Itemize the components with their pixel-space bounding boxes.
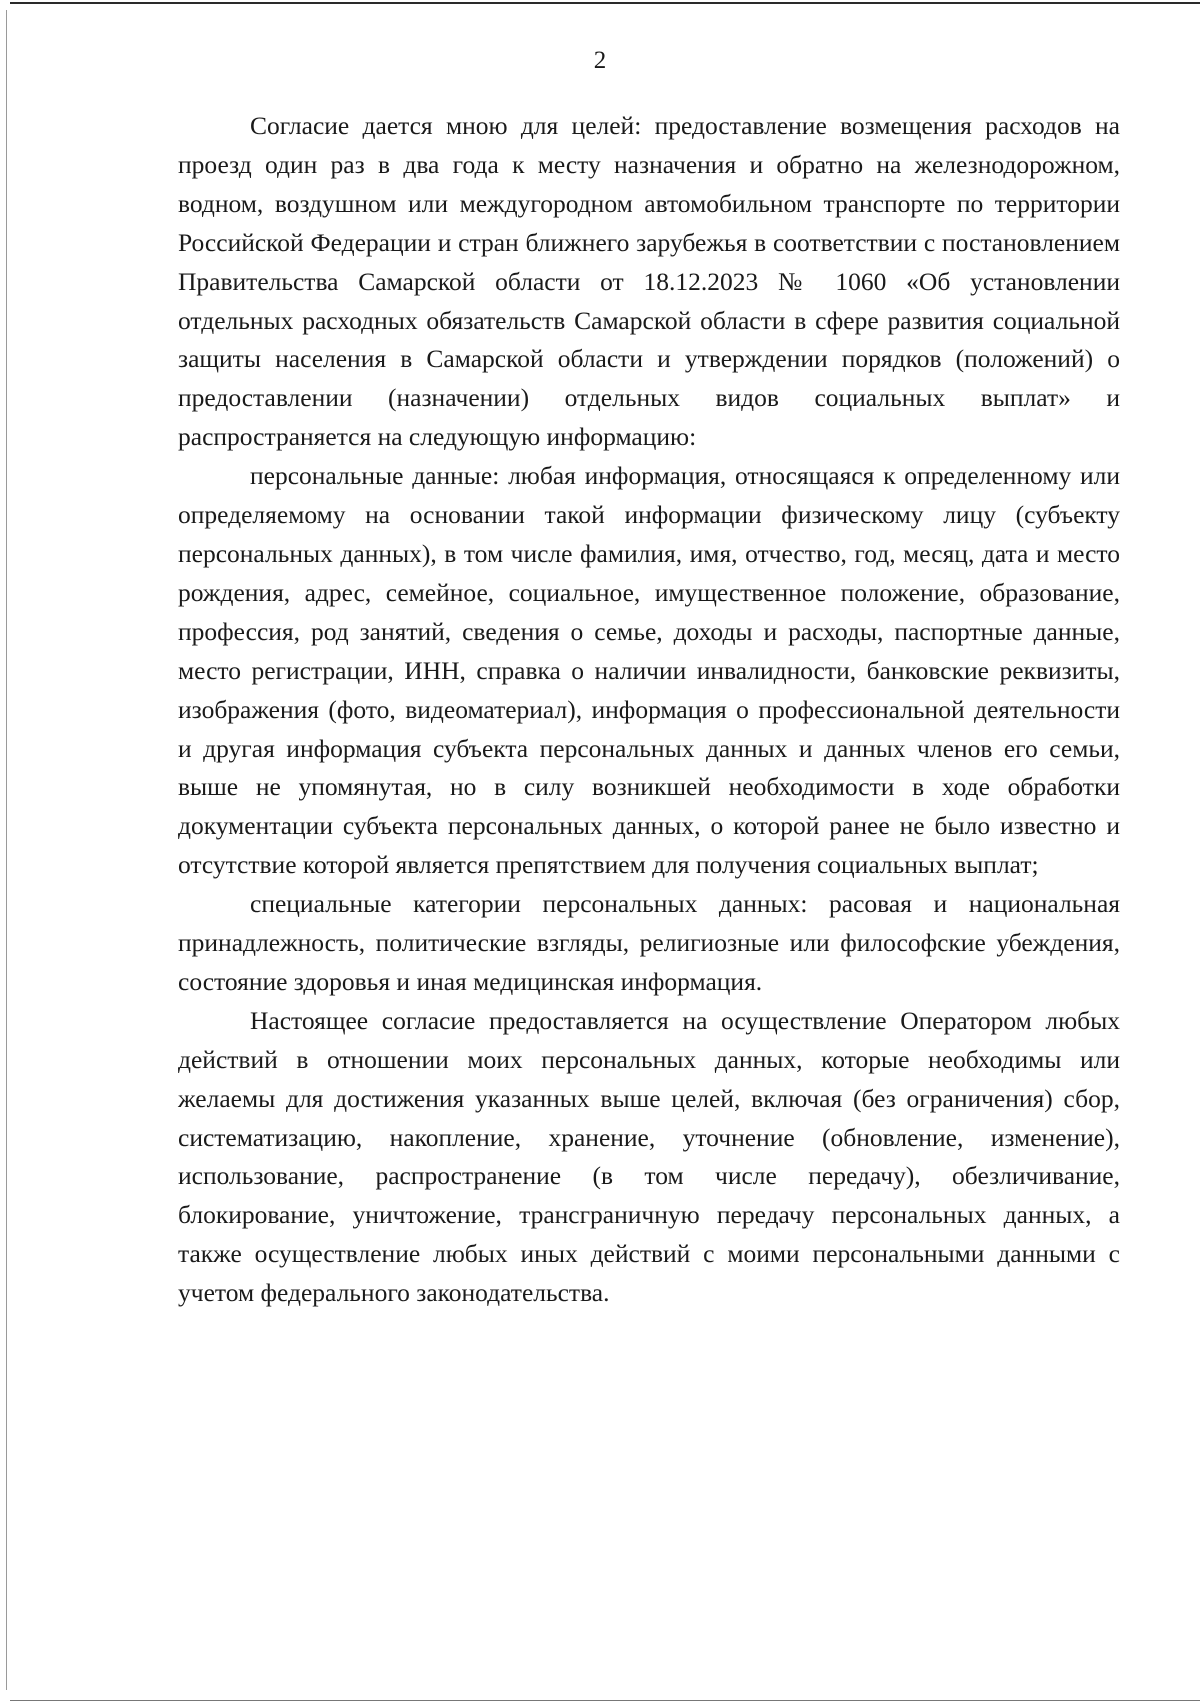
scan-edge-top <box>10 2 1200 4</box>
scan-edge-left <box>6 10 7 1690</box>
paragraph-consent-purpose: Согласие дается мною для целей: предоставление возмещения расходов на проезд один раз в два года к месту назначения и обратно на железнодорожном, водном, воздушном или междугородном автомобильном транспорте по территории Российской Федерации и стран ближнего зарубежья в соответствии с постановлением Правительства Самарской области от 18.12.2023 № 1060 «Об установлении отдельных расходных обязательств Самарской области в сфере развития социальной защиты населения в Самарской области и утверждении порядков (положений) о предоставлении (назначении) отдельных видов социальных выплат» и распространяется на следующую информацию: <box>178 111 1120 452</box>
paragraph-personal-data: персональные данные: любая информация, относящаяся к определенному или определяемому на основании такой информации физическому лицу (субъекту персональных данных), в том числе фамилия, имя, отчество, год, месяц, дата и место рождения, адрес, семейное, социальное, имущественное положение, образование, профессия, род занятий, сведения о семье, доходы и расходы, паспортные данные, место регистрации, ИНН, справка о наличии инвалидности, банковские реквизиты, изображения (фото, видеоматериал), информация о профессиональной деятельности и другая информация субъекта персональных данных и данных членов его семьи, выше не упомянутая, но в силу возникшей необходимости в ходе обработки документации субъекта персональных данных, о которой ранее не было известно и отсутствие которой является препятствием для получения социальных выплат; <box>178 461 1120 880</box>
paragraph-processing-actions: Настоящее согласие предоставляется на осуществление Оператором любых действий в отношении моих персональных данных, которые необходимы или желаемы для достижения указанных выше целей, включая (без ограничения) сбор, систематизацию, накопление, хранение, уточнение (обновление, изменение), использование, распространение (в том числе передачу), обезличивание, блокирование, уничтожение, трансграничную передачу персональных данных, а также осуществление любых иных действий с моими персональными данными с учетом федерального законодательства. <box>178 1005 1120 1308</box>
document-body <box>178 107 1120 1313</box>
scan-edge-bottom <box>10 1700 1200 1701</box>
page-number: 2 <box>593 47 607 74</box>
paragraph-special-categories: специальные категории персональных данных: расовая и национальная принадлежность, политические взгляды, религиозные или философские убеждения, состояние здоровья и иная медицинская информация. <box>178 889 1120 996</box>
